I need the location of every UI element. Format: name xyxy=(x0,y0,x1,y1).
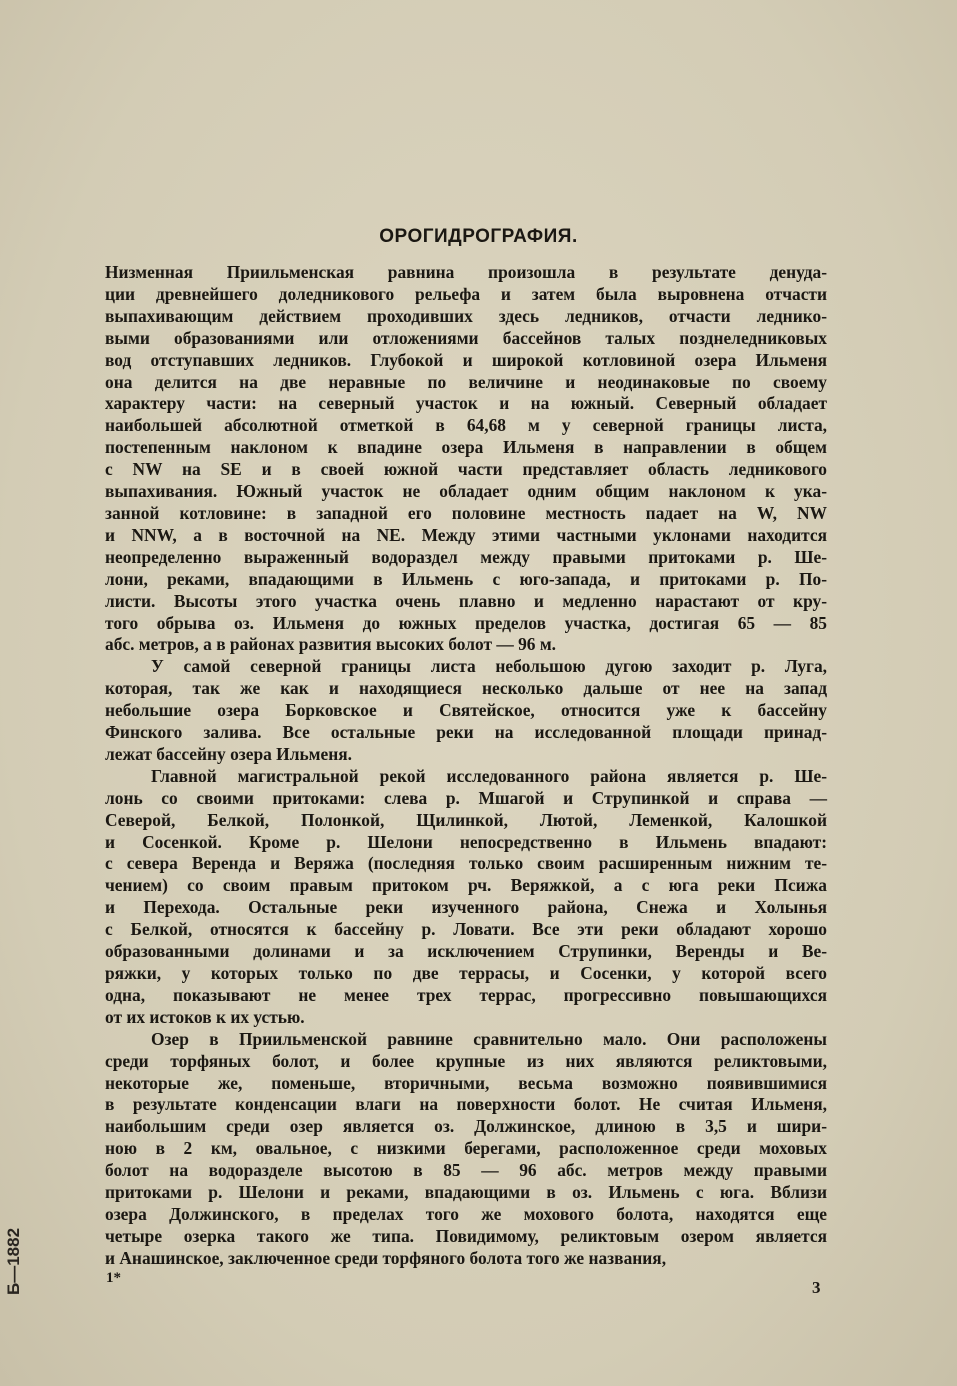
text-line: в результате конденсации влаги на поверхности болот. Не считая Ильменя, xyxy=(105,1094,827,1115)
paragraph xyxy=(105,766,827,1029)
text-line: и Анашинское, заключенное среди торфяного болота того же названия, xyxy=(105,1247,667,1268)
text-line: неопределенно выраженный водораздел между правыми притоками р. Ше- xyxy=(105,546,827,567)
text-line: характеру части: на северный участок и на южный. Северный обладает xyxy=(105,393,827,414)
text-line: ряжки, у которых только по две террасы, и Сосенки, у которой всего xyxy=(105,963,827,983)
text-line: среди торфяных болот, и более крупные из них являются реликтовыми, xyxy=(105,1050,827,1071)
page-title: ОРОГИДРОГРАФИЯ. xyxy=(379,226,578,247)
paragraph xyxy=(105,1029,827,1270)
text-line: четыре озерка такого же типа. Повидимому, реликтовым озером является xyxy=(105,1225,827,1246)
text-line: образованными долинами и за исключением Струпинки, Веренды и Ве- xyxy=(105,941,827,962)
text-line: она делится на две неравные по величине и неодинаковые по своему xyxy=(105,371,827,392)
text-line: абс. метров, а в районах развития высоких болот — 96 м. xyxy=(105,634,557,655)
text-line: с NW на SE и в своей южной части представляет область ледникового xyxy=(105,459,827,480)
text-line: чением) со своим правым притоком рч. Веряжкой, а с юга реки Псижа xyxy=(105,875,827,896)
text-line: вод отступавших ледников. Глубокой и широкой котловиной озера Ильменя xyxy=(105,349,827,370)
body-text xyxy=(105,262,827,1270)
text-line: выми образованиями или отложениями бассейнов талых позднеледниковых xyxy=(105,327,827,348)
text-line: выпахивания. Южный участок не обладает одним общим наклоном к ука- xyxy=(105,481,827,502)
text-line: Озер в Приильменской равнине сравнительно мало. Они расположены xyxy=(151,1028,827,1049)
text-line: озера Должинского, в пределах того же мохового болота, находятся еще xyxy=(105,1203,827,1224)
text-line: Северой, Белкой, Полонкой, Щилинкой, Лютой, Леменкой, Калошкой xyxy=(105,809,827,830)
text-line: У самой северной границы листа небольшою дугою заходит р. Луга, xyxy=(151,656,827,677)
text-line: ции древнейшего доледникового рельефа и затем была выровнена отчасти xyxy=(105,283,827,304)
page-number: 3 xyxy=(812,1278,821,1297)
text-line: которая, так же как и находящиеся несколько дальше от нее на запад xyxy=(105,678,827,699)
text-line: Главной магистральной рекой исследованного района является р. Ше- xyxy=(151,765,827,786)
text-line: наибольшей абсолютной отметкой в 64,68 м у северной границы листа, xyxy=(105,415,827,436)
text-line: ною в 2 км, овальное, с низкими берегами, расположенное среди моховых xyxy=(105,1138,827,1159)
text-line: того обрыва оз. Ильменя до южных пределов участка, достигая 65 — 85 xyxy=(105,612,827,633)
text-line: постепенным наклоном к впадине озера Ильменя в направлении в общем xyxy=(105,437,827,458)
text-line: одна, показывают не менее трех террас, прогрессивно повышающихся xyxy=(105,984,827,1005)
text-line: некоторые же, поменьше, вторичными, весьма возможно появившимися xyxy=(105,1072,827,1093)
margin-stamp: Б—1882 xyxy=(4,1227,23,1295)
text-line: болот на водоразделе высотою в 85 — 96 абс. метров между правыми xyxy=(105,1160,827,1181)
text-line: лонь со своими притоками: слева р. Мшагой и Струпинкой и справа — xyxy=(105,787,827,808)
paragraph xyxy=(105,262,827,656)
text-line: притоками р. Шелони и реками, впадающими в оз. Ильмень с юга. Вблизи xyxy=(105,1182,827,1203)
text-line: и Сосенкой. Кроме р. Шелони непосредственно в Ильмень впадают: xyxy=(105,831,827,852)
text-line: лежат бассейну озера Ильменя. xyxy=(105,743,353,764)
text-line: небольшие озера Борковское и Святейское, относится уже к бассейну xyxy=(105,700,827,721)
text-line: выпахивающим действием проходивших здесь ледников, отчасти леднико- xyxy=(105,305,827,326)
text-line: лони, реками, впадающими в Ильмень с юго-запада, и притоками р. По- xyxy=(105,568,827,589)
text-line: с Белкой, относятся к бассейну р. Ловати. Все эти реки обладают хорошо xyxy=(105,919,827,940)
text-line: с севера Веренда и Веряжа (последняя только своим расширенным нижним те- xyxy=(105,853,827,874)
text-line: Низменная Приильменская равнина произошла в результате денуда- xyxy=(105,262,827,282)
text-line: Финского залива. Все остальные реки на исследованной площади принад- xyxy=(105,722,827,743)
text-line: занной котловине: в западной его половине местность падает на W, NW xyxy=(105,502,827,523)
text-line: листи. Высоты этого участка очень плавно и медленно нарастают от кру- xyxy=(105,590,827,611)
paragraph xyxy=(105,656,827,766)
text-line: наибольшим среди озер является оз. Должинское, длиною в 3,5 и шири- xyxy=(105,1116,827,1137)
printer-signature: 1* xyxy=(106,1270,121,1286)
text-line: и Перехода. Остальные реки изученного района, Снежа и Холынья xyxy=(105,897,827,918)
text-line: от их истоков к их устью. xyxy=(105,1006,305,1027)
text-line: и NNW, а в восточной на NE. Между этими частными уклонами находится xyxy=(105,524,827,545)
